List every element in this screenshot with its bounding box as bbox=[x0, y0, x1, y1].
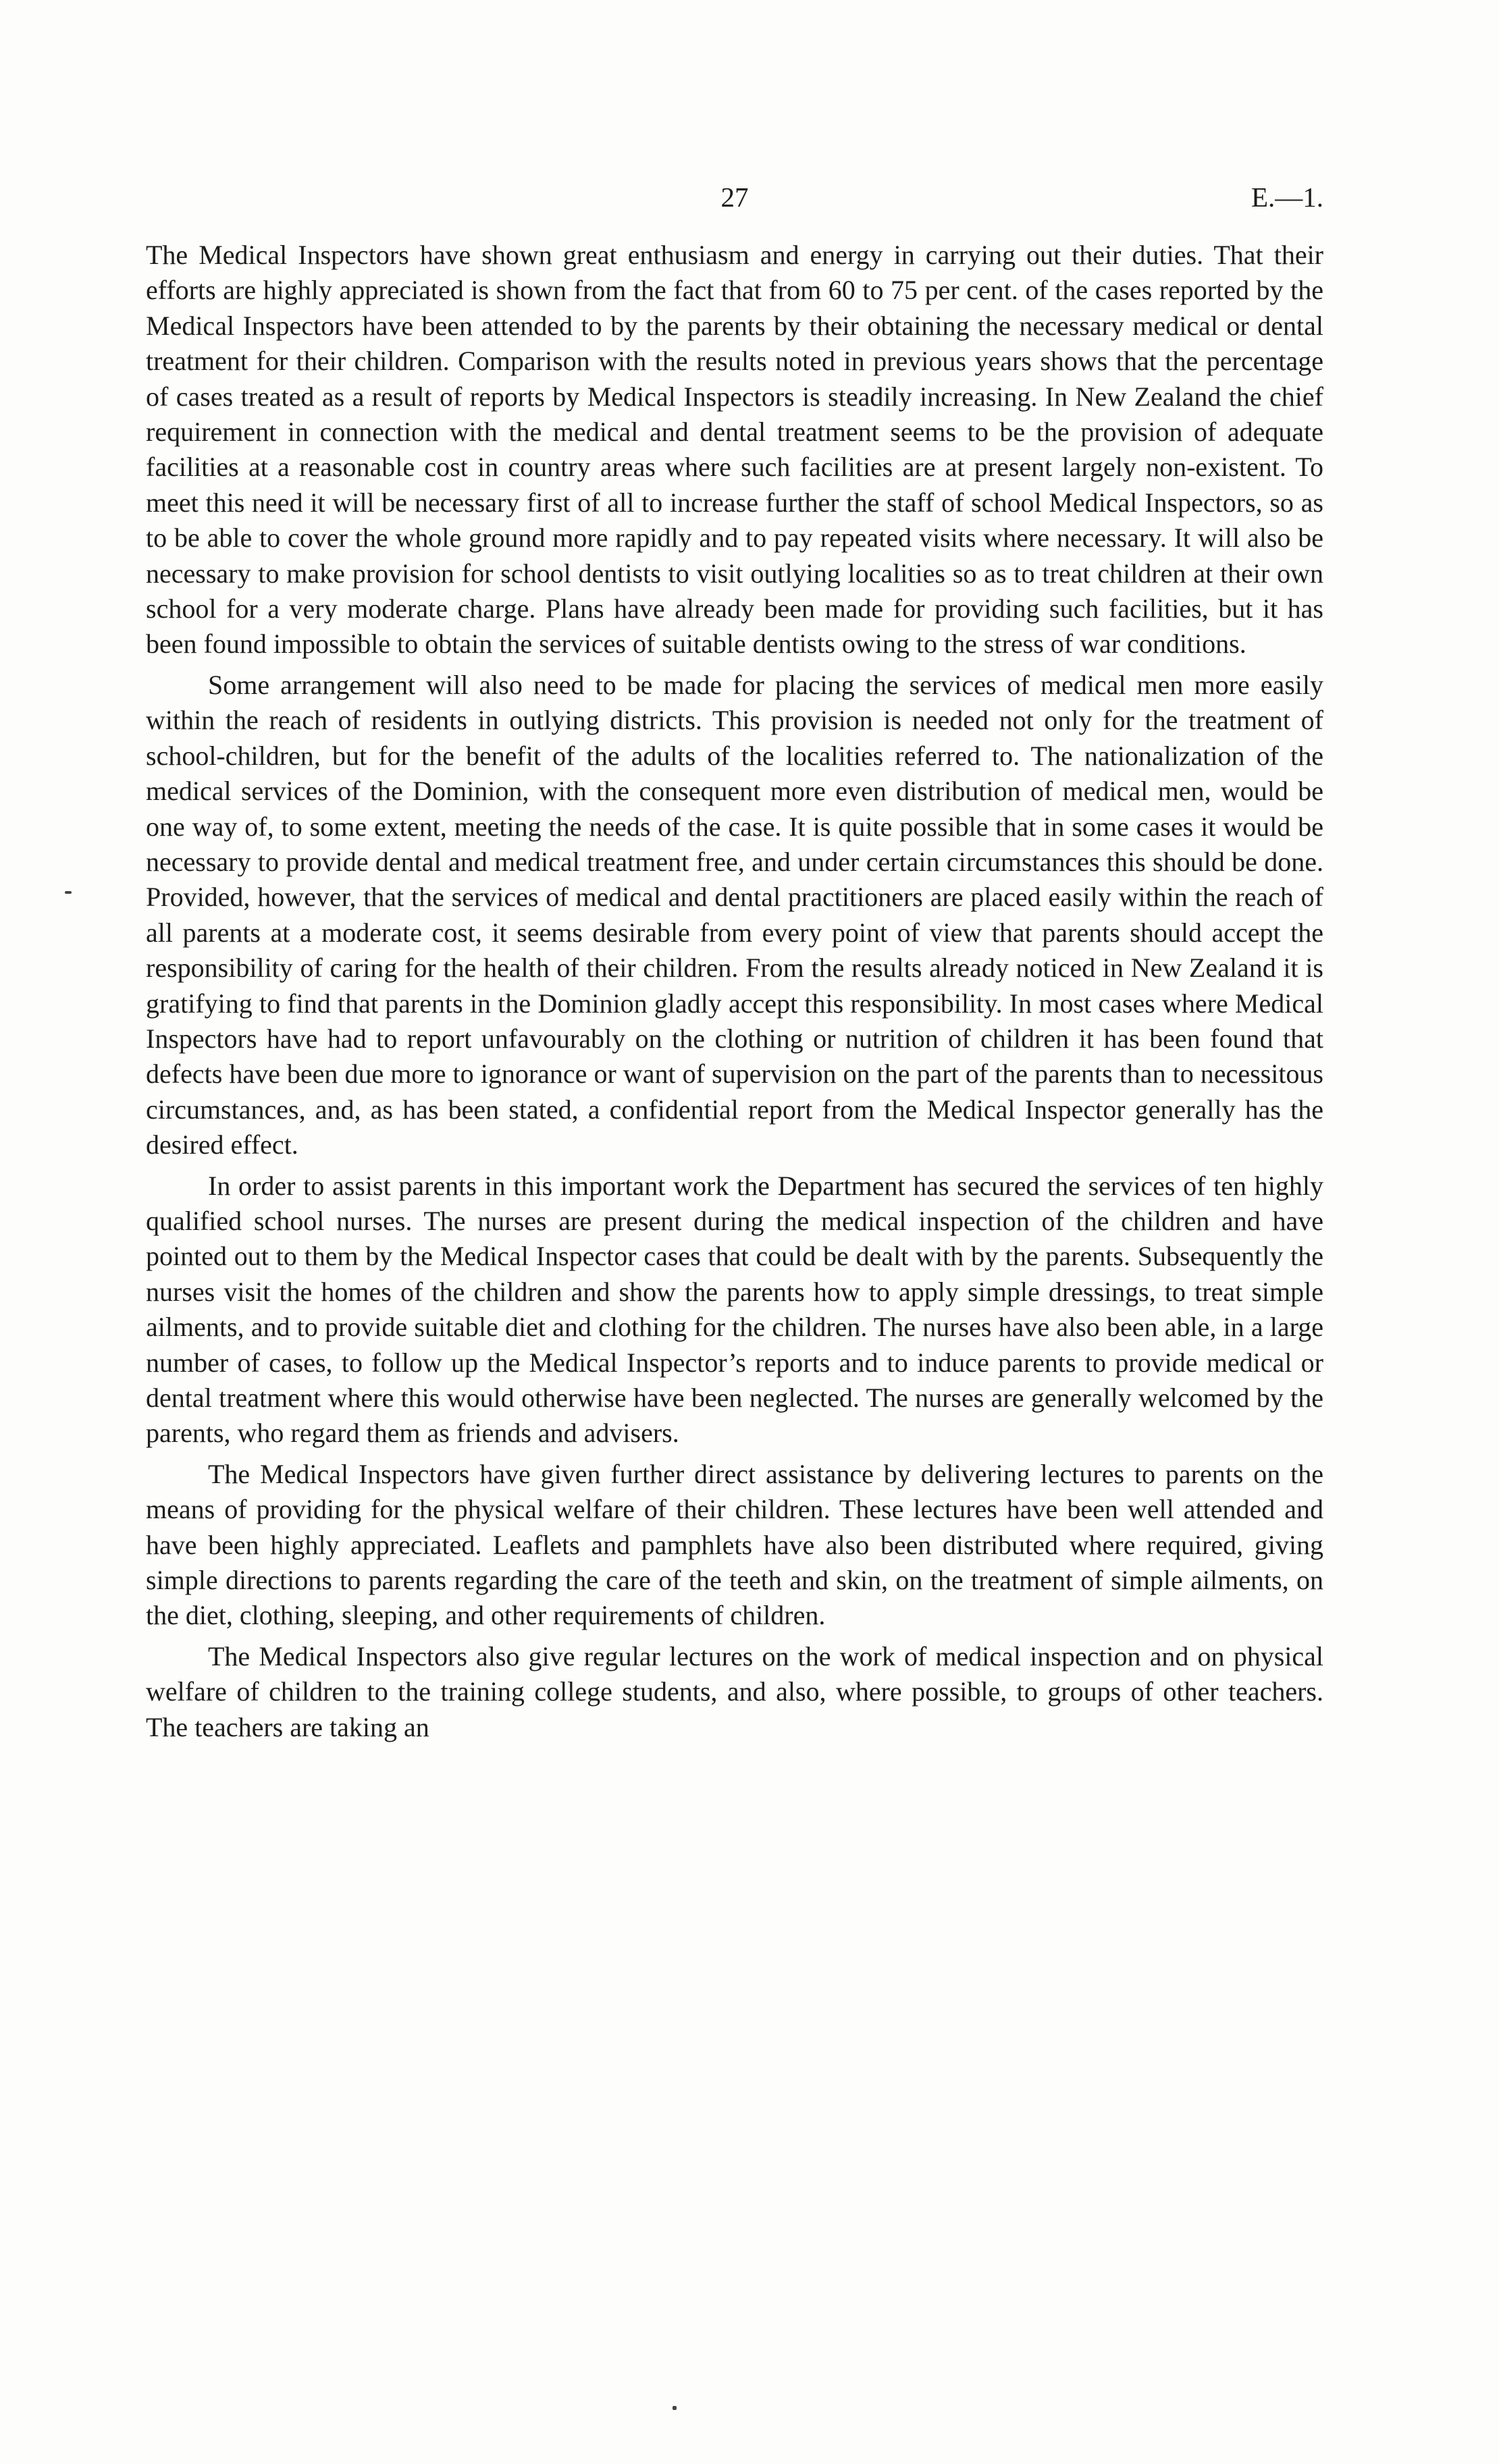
page-number: 27 bbox=[720, 182, 749, 213]
paragraph-arrangement-medical-services: Some arrangement will also need to be made for placing the services of medical men more easily within the reach of residents in outlying districts. This provision is needed not only for the treatment of school-children, but for the benefit of the adults of the localities referred to. The nationalization of the medical services of the Dominion, with the consequent more even distribution of medical men, would be one way of, to some extent, meeting the needs of the case. It is quite possible that in some cases it would be necessary to provide dental and medical treatment free, and under certain circumstances this should be done. Provided, however, that the services of medical and dental practitioners are placed easily within the reach of all parents at a moderate cost, it seems desirable from every point of view that parents should accept the responsibility of caring for the health of their children. From the results already noticed in New Zealand it is gratifying to find that parents in the Dominion gladly accept this responsibility. In most cases where Medical Inspectors have had to report unfavourably on the clothing or nutrition of children it has been found that defects have been due more to ignorance or want of supervision on the part of the parents than to necessitous circumstances, and, as has been stated, a confidential report from the Medical Inspector generally has the desired effect. bbox=[146, 669, 1323, 1160]
paragraph-lectures-to-parents: The Medical Inspectors have given further direct assistance by delivering lectures to parents on the means of providing for the physical welfare of their children. These lectures have been well attended and have been highly appreciated. Leaflets and pamphlets have also been distributed where required, giving simple directions to parents regarding the care of the teeth and skin, on the treatment of simple ailments, on the diet, clothing, sleeping, and other requirements of children. bbox=[146, 1458, 1323, 1631]
page-header bbox=[146, 177, 1323, 217]
paragraph-school-nurses: In order to assist parents in this important work the Department has secured the services of ten highly qualified school nurses. The nurses are present during the medical inspection of the children and have pointed out to them by the Medical Inspector cases that could be dealt with by the parents. Subsequently the nurses visit the homes of the children and show the parents how to apply simple dressings, to treat simple ailments, and to provide suitable diet and clothing for the children. The nurses have also been able, in a large number of cases, to follow up the Medical Inspector’s reports and to induce parents to provide medical or dental treatment where this would otherwise have been neglected. The nurses are generally welcomed by the parents, who regard them as friends and advisers. bbox=[146, 1170, 1323, 1449]
paragraph-medical-inspectors-enthusiasm: The Medical Inspectors have shown great enthusiasm and energy in carrying out their duties. That their efforts are highly appreciated is shown from the fact that from 60 to 75 per cent. of the cases reported by the Medical Inspectors have been attended to by the parents by their obtaining the necessary medical or dental treatment for their children. Comparison with the results noted in previous years shows that the percentage of cases treated as a result of reports by Medical Inspectors is steadily increasing. In New Zealand the chief requirement in connection with the medical and dental treatment seems to be the provision of adequate facilities at a reasonable cost in country areas where such facilities are at present largely non-existent. To meet this need it will be necessary first of all to increase further the staff of school Medical Inspectors, so as to be able to cover the whole ground more rapidly and to pay repeated visits where necessary. It will also be necessary to make provision for school dentists to visit outlying localities so as to treat children at their own school for a very moderate charge. Plans have already been made for providing such facilities, but it has been found impossible to obtain the services of suitable dentists owing to the stress of war conditions. bbox=[146, 240, 1323, 660]
paragraph-lectures-to-teachers: The Medical Inspectors also give regular lectures on the work of medical inspection and on physical welfare of children to the training college students, and also, where possible, to groups of other teachers. The teachers are taking an bbox=[146, 1640, 1323, 1742]
body-text bbox=[146, 238, 1323, 1750]
scan-speck bbox=[65, 891, 72, 894]
scan-speck bbox=[673, 2406, 677, 2410]
document-reference: E.—1. bbox=[1251, 182, 1323, 213]
